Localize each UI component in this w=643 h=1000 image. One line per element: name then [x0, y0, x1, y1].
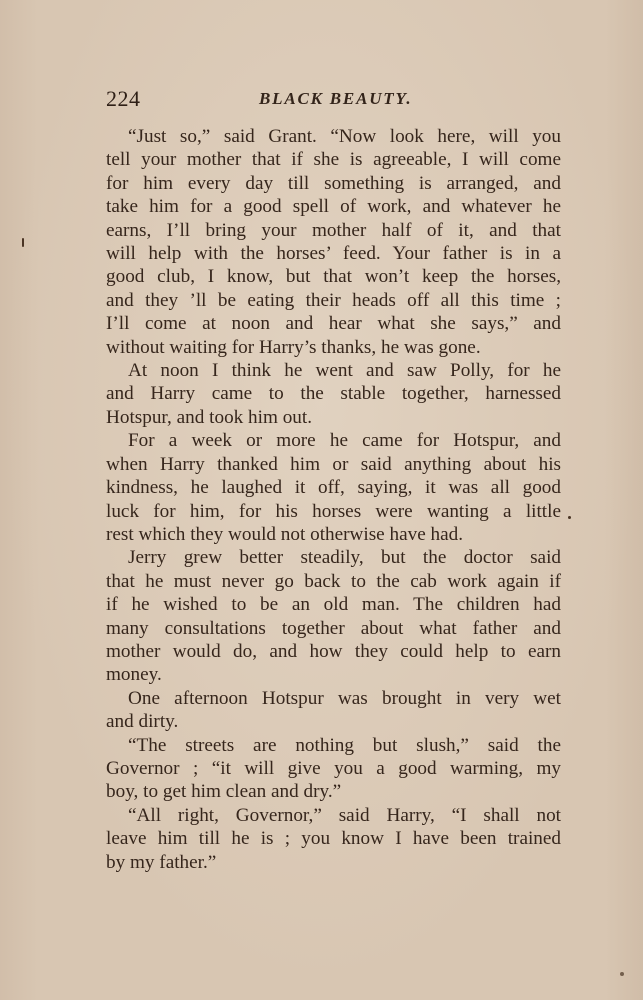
text-line: Hotspur, and took him out. — [106, 406, 313, 428]
paper-speck — [22, 238, 24, 247]
text-line: money. — [106, 664, 162, 686]
paragraph-3 — [106, 429, 561, 546]
text-line: One afternoon Hotspur was brought in very wet — [128, 687, 561, 709]
text-line: and Harry came to the stable together, harnessed — [106, 383, 561, 405]
text-line: leave him till he is ; you know I have been trained — [106, 828, 561, 850]
text-line: Governor ; “it will give you a good warming, my — [106, 757, 561, 779]
text-line: take him for a good spell of work, and whatever he — [106, 196, 561, 218]
text-line: I’ll come at noon and hear what she says,” and — [106, 313, 561, 335]
text-line: “The streets are nothing but slush,” said the — [128, 734, 561, 756]
paper-speck — [568, 516, 571, 519]
text-line: Jerry grew better steadily, but the doctor said — [128, 547, 561, 569]
text-line: without waiting for Harry’s thanks, he was gone. — [106, 336, 481, 358]
text-line: many consultations together about what father and — [106, 617, 561, 639]
text-line: will help with the horses’ feed. Your father is in a — [106, 243, 561, 265]
text-line: mother would do, and how they could help to earn — [106, 640, 561, 662]
text-line: when Harry thanked him or said anything about his — [106, 453, 561, 475]
text-line: and they ’ll be eating their heads off all this time ; — [106, 289, 561, 311]
paper-speck — [620, 972, 624, 976]
text-line: earns, I’ll bring your mother half of it, and that — [106, 219, 561, 241]
text-line: “Just so,” said Grant. “Now look here, will you — [128, 126, 561, 147]
text-line: for him every day till something is arranged, and — [106, 172, 561, 194]
page-number: 224 — [106, 86, 141, 111]
text-line: good club, I know, but that won’t keep the horses, — [106, 266, 561, 288]
paragraph-1 — [106, 125, 561, 359]
paragraph-5 — [106, 687, 561, 734]
text-line: if he wished to be an old man. The children had — [106, 594, 561, 616]
body-text — [106, 125, 561, 874]
text-line: “All right, Governor,” said Harry, “I shall not — [128, 804, 561, 826]
text-line: tell your mother that if she is agreeable, I will come — [106, 149, 561, 171]
paragraph-2 — [106, 359, 561, 429]
paragraph-7 — [106, 804, 561, 874]
text-line: luck for him, for his horses were wanting a little — [106, 500, 561, 522]
paragraph-6 — [106, 734, 561, 804]
text-line: and dirty. — [106, 711, 179, 733]
text-line: kindness, he laughed it off, saying, it was all good — [106, 477, 561, 499]
text-line: by my father.” — [106, 851, 217, 873]
running-title: BLACK BEAUTY. — [259, 89, 413, 108]
text-line: rest which they would not otherwise have had. — [106, 523, 464, 545]
text-line: For a week or more he came for Hotspur, and — [128, 430, 561, 452]
paragraph-4 — [106, 546, 561, 686]
page-header — [106, 86, 561, 114]
text-line: that he must never go back to the cab work again if — [106, 570, 561, 592]
text-line: At noon I think he went and saw Polly, for he — [128, 360, 561, 382]
text-line: boy, to get him clean and dry.” — [106, 781, 342, 803]
